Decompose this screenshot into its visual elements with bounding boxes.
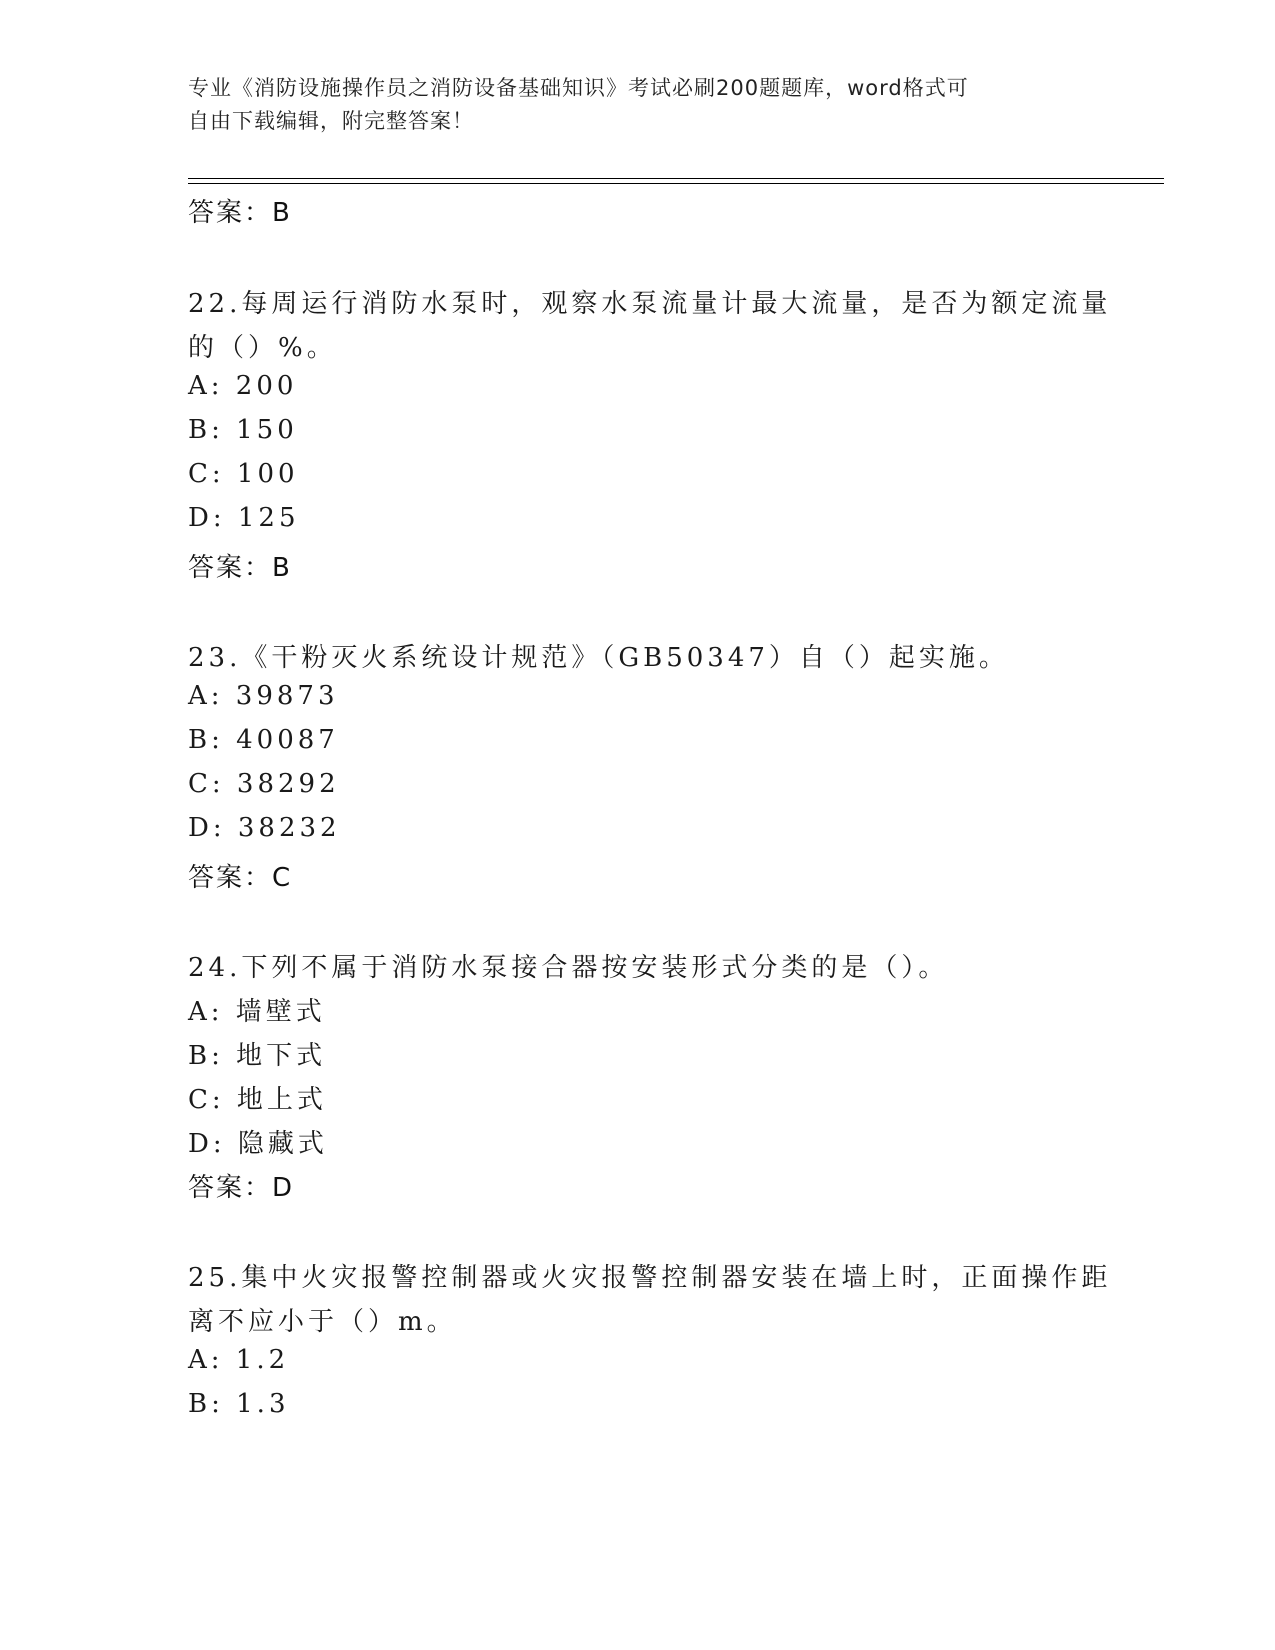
option-d: D: 隐藏式 xyxy=(188,1129,328,1159)
option-c: C: 100 xyxy=(188,459,299,489)
option-b: B: 地下式 xyxy=(188,1041,327,1071)
option-b: B: 1.3 xyxy=(188,1389,290,1419)
header-line-1: 专业《消防设施操作员之消防设备基础知识》考试必刷200题题库，word格式可 xyxy=(188,76,969,100)
question-stem: 24.下列不属于消防水泵接合器按安装形式分类的是（）。 xyxy=(188,953,949,983)
answer: 答案：B xyxy=(188,553,292,583)
question-stem: 22.每周运行消防水泵时，观察水泵流量计最大流量，是否为额定流量 xyxy=(188,289,1112,319)
option-a: A: 墙壁式 xyxy=(188,997,326,1027)
question-stem-cont: 的（）%。 xyxy=(188,333,337,363)
option-c: C: 38292 xyxy=(188,769,340,799)
document-header xyxy=(188,72,1068,138)
question-stem: 23.《干粉灭火系统设计规范》（GB50347）自（）起实施。 xyxy=(188,643,1009,673)
option-b: B: 150 xyxy=(188,415,298,445)
header-line-2: 自由下载编辑，附完整答案！ xyxy=(188,109,474,133)
option-d: D: 38232 xyxy=(188,813,341,843)
option-c: C: 地上式 xyxy=(188,1085,327,1115)
option-b: B: 40087 xyxy=(188,725,339,755)
answer: 答案：C xyxy=(188,863,293,893)
header-rule-bottom xyxy=(188,183,1164,184)
question-stem: 25.集中火灾报警控制器或火灾报警控制器安装在墙上时，正面操作距 xyxy=(188,1263,1112,1293)
header-rule-top xyxy=(188,178,1164,179)
option-a: A: 39873 xyxy=(188,681,339,711)
question-stem-cont: 离不应小于（）m。 xyxy=(188,1307,457,1337)
option-a: A: 200 xyxy=(188,371,298,401)
option-a: A: 1.2 xyxy=(188,1345,290,1375)
answer-previous: 答案：B xyxy=(188,198,292,228)
option-d: D: 125 xyxy=(188,503,300,533)
answer: 答案：D xyxy=(188,1173,295,1203)
